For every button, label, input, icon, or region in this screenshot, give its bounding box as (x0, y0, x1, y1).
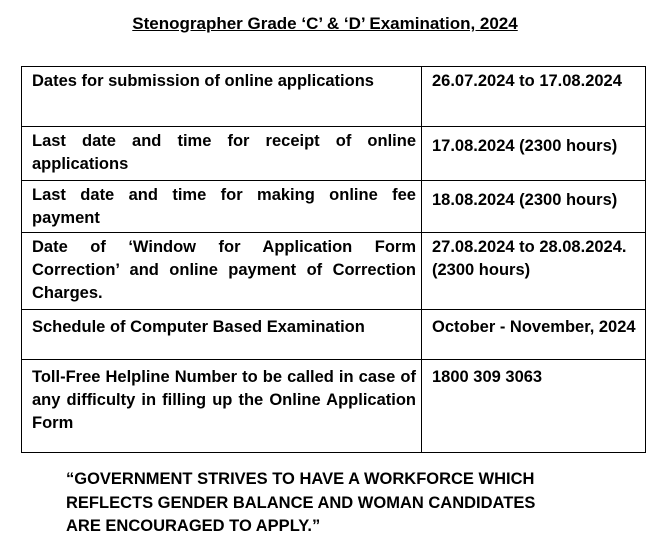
date-cell: October - November, 2024 (422, 310, 646, 360)
event-cell: Last date and time for making online fee payment (22, 181, 422, 233)
quote-line: REFLECTS GENDER BALANCE AND WOMAN CANDIDATES (66, 493, 536, 512)
date-cell: 1800 309 3063 (422, 360, 646, 453)
table-row (22, 67, 646, 127)
date-cell: 26.07.2024 to 17.08.2024 (422, 67, 646, 127)
table-row (22, 181, 646, 233)
table-row (22, 360, 646, 453)
event-cell: Last date and time for receipt of online applications (22, 127, 422, 181)
schedule-table (21, 66, 646, 453)
event-cell: Toll-Free Helpline Number to be called in case of any difficulty in filling up the Online Application Form (22, 360, 422, 453)
quote-line: ARE ENCOURAGED TO APPLY.” (66, 517, 321, 535)
event-cell: Schedule of Computer Based Examination (22, 310, 422, 360)
table-row (22, 233, 646, 310)
table-row (22, 310, 646, 360)
quote-line: “GOVERNMENT STRIVES TO HAVE A WORKFORCE WHICH (66, 470, 535, 488)
page-title: Stenographer Grade ‘C’ & ‘D’ Examination, 2024 (132, 14, 518, 33)
event-cell: Date of ‘Window for Application Form Correction’ and online payment of Correction Charges. (22, 233, 422, 310)
gender-balance-quote (66, 468, 535, 539)
table-row (22, 127, 646, 181)
date-cell: 27.08.2024 to 28.08.2024. (2300 hours) (422, 233, 646, 310)
event-cell: Dates for submission of online applications (22, 67, 422, 127)
date-cell: 17.08.2024 (2300 hours) (422, 127, 646, 181)
date-cell: 18.08.2024 (2300 hours) (422, 181, 646, 233)
